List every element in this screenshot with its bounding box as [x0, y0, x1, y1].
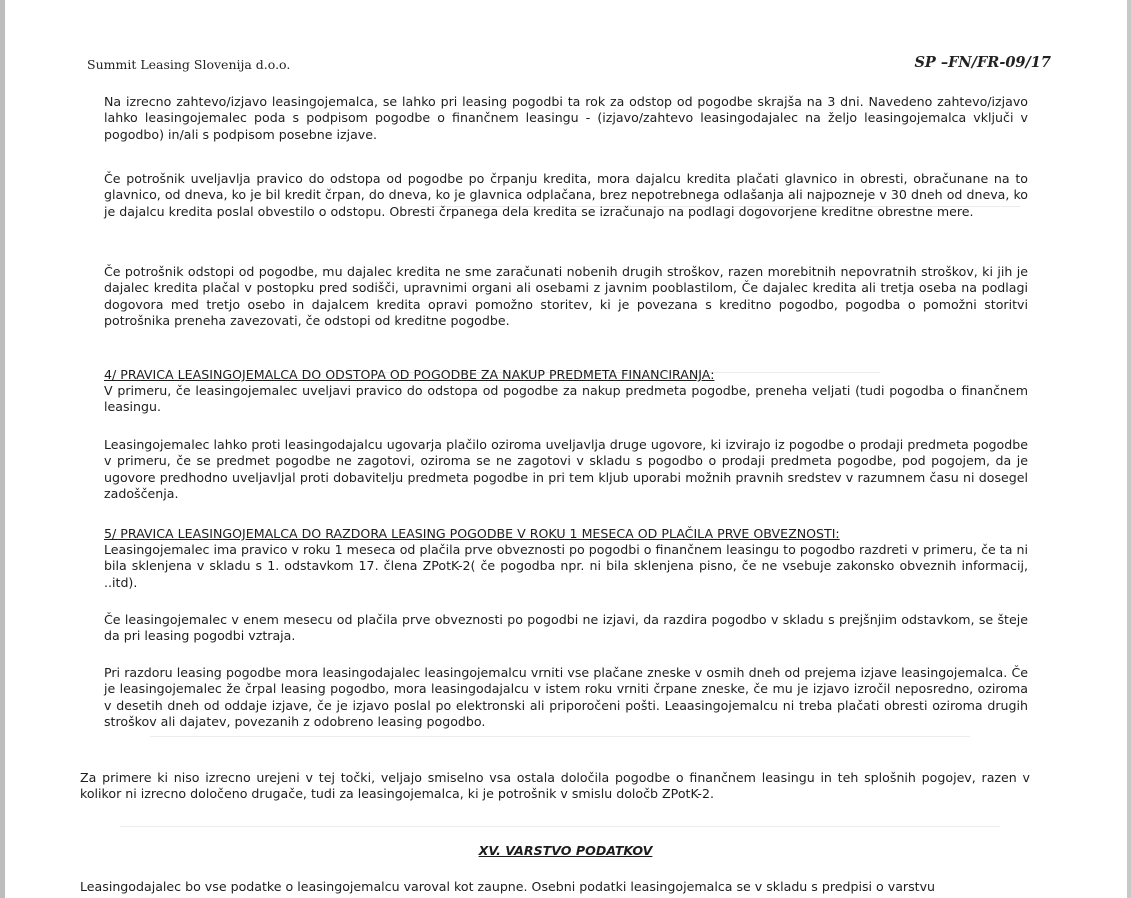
scan-bleed-line — [120, 826, 1000, 827]
section-title-xv: XV. VARSTVO PODATKOV — [478, 843, 653, 858]
paragraph-shortened-withdrawal: Na izrecno zahtevo/izjavo leasingojemalca, se lahko pri leasing pogodbi ta rok za odstop od pogodbe skrajša na 3 dni. Navedeno zahtevo/izjavo lahko leasingojemalec poda s podpisom pogodbe o finančnem leasingu - (izjavo/zahtevo leasingodajalec na željo leasingojemalca vključi v pogodbo) in/ali s podpisom posebne izjave. — [104, 94, 1028, 142]
paragraph-section-5-b: Če leasingojemalec v enem mesecu od plačila prve obveznosti po pogodbi ne izjavi, da razdira pogodbo v skladu s prejšnjim odstavkom, se šteje da pri leasing pogodbi vztraja. — [104, 612, 1028, 644]
paragraph-section-4-b: Leasingojemalec lahko proti leasingodajalcu ugovarja plačilo oziroma uveljavlja druge ugovore, ki izvirajo iz pogodbe o prodaji predmeta pogodbe v primeru, če se predmet pogodbe ne zagotovi, oziroma se ne zagotovi v skladu s pogodbo o prodaji predmeta pogodbe, pod pogojem, da je ugovore predhodno uveljavljal proti dobavitelju predmeta pogodbe in pri tem kljub uporabi možnih pravnih sredstev v razumnem času ni dosegel zadoščenja. — [104, 437, 1028, 502]
paragraph-section-4-a: V primeru, če leasingojemalec uveljavi pravico do odstopa od pogodbe za nakup predmeta pogodbe, preneha veljati (tudi pogodba o finančnem leasingu. — [104, 383, 1028, 415]
scan-bleed-line — [150, 736, 970, 737]
company-name: Summit Leasing Slovenija d.o.o. — [87, 57, 291, 72]
paragraph-general-provisions: Za primere ki niso izrecno urejeni v tej točki, veljajo smiselno vsa ostala določila pogodbe o finančnem leasingu in teh splošnih pogojev, razen v kolikor ni izrecno določeno drugače, tudi za leasingojemalca, ki je potrošnik v smislu določb ZPotK-2. — [80, 770, 1030, 802]
heading-section-5: 5/ PRAVICA LEASINGOJEMALCA DO RAZDORA LEASING POGODBE V ROKU 1 MESECA OD PLAČILA PRVE OBVEZNOSTI: — [104, 526, 840, 541]
document-code: SP –FN/FR-09/17 — [914, 54, 1051, 71]
scan-edge-right — [1127, 0, 1131, 898]
paragraph-section-5-c: Pri razdoru leasing pogodbe mora leasingodajalec leasingojemalcu vrniti vse plačane zneske v osmih dneh od prejema izjave leasingojemalca. Če je leasingojemalec že črpal leasing pogodbo, mora leasingodajalcu v istem roku vrniti črpane zneske, če mu je izjavo izročil neposredno, oziroma v desetih dneh od oddaje izjave, če je izjavo poslal po elektronski ali priporočeni pošti. Leaasingojemalcu ni treba plačati obresti oziroma drugih stroškov ali dajatev, povezanih z odobreno leasing pogodbo. — [104, 665, 1028, 730]
paragraph-withdrawal-after-drawdown: Če potrošnik uveljavlja pravico do odstopa od pogodbe po črpanju kredita, mora dajalcu kredita plačati glavnico in obresti, obračunane na to glavnico, od dneva, ko je bil kredit črpan, do dneva, ko je glavnica odplačana, brez nepotrebnega odlašanja ali najpozneje v 30 dneh od dneva, ko je dajalcu kredita poslal obvestilo o odstopu. Obresti črpanega dela kredita se izračunajo na podlagi dogovorjene kreditne obrestne mere. — [104, 171, 1028, 219]
paragraph-section-5-a: Leasingojemalec ima pravico v roku 1 meseca od plačila prve obveznosti po pogodbi o finančnem leasingu to pogodbo razdreti v primeru, če ta ni bila sklenjena v skladu s 1. odstavkom 17. člena ZPotK-2( če pogodba npr. ni bila sklenjena pisno, če ne vsebuje zakonsko obveznih informacij, ..itd). — [104, 542, 1028, 590]
paragraph-data-protection: Leasingodajalec bo vse podatke o leasingojemalcu varoval kot zaupne. Osebni podatki leasingojemalca se v skladu s predpisi o varstvu — [80, 879, 936, 894]
scan-edge-left — [0, 0, 5, 898]
paragraph-no-additional-costs: Če potrošnik odstopi od pogodbe, mu dajalec kredita ne sme zaračunati nobenih drugih stroškov, razen morebitnih nepovratnih stroškov, ki jih je dajalec kredita plačal v postopku pred sodišči, upravnimi organi ali osebami z javnim pooblastilom, Če dajalec kredita ali tretja oseba na podlagi dogovora med tretjo osebo in dajalcem kredita opravi pomožno storitev, ki je povezana s kreditno pogodbo, pogodba o pomožni storitvi potrošnika preneha zavezovati, če odstopi od kreditne pogodbe. — [104, 264, 1028, 329]
heading-section-4: 4/ PRAVICA LEASINGOJEMALCA DO ODSTOPA OD POGODBE ZA NAKUP PREDMETA FINANCIRANJA: — [104, 367, 715, 382]
